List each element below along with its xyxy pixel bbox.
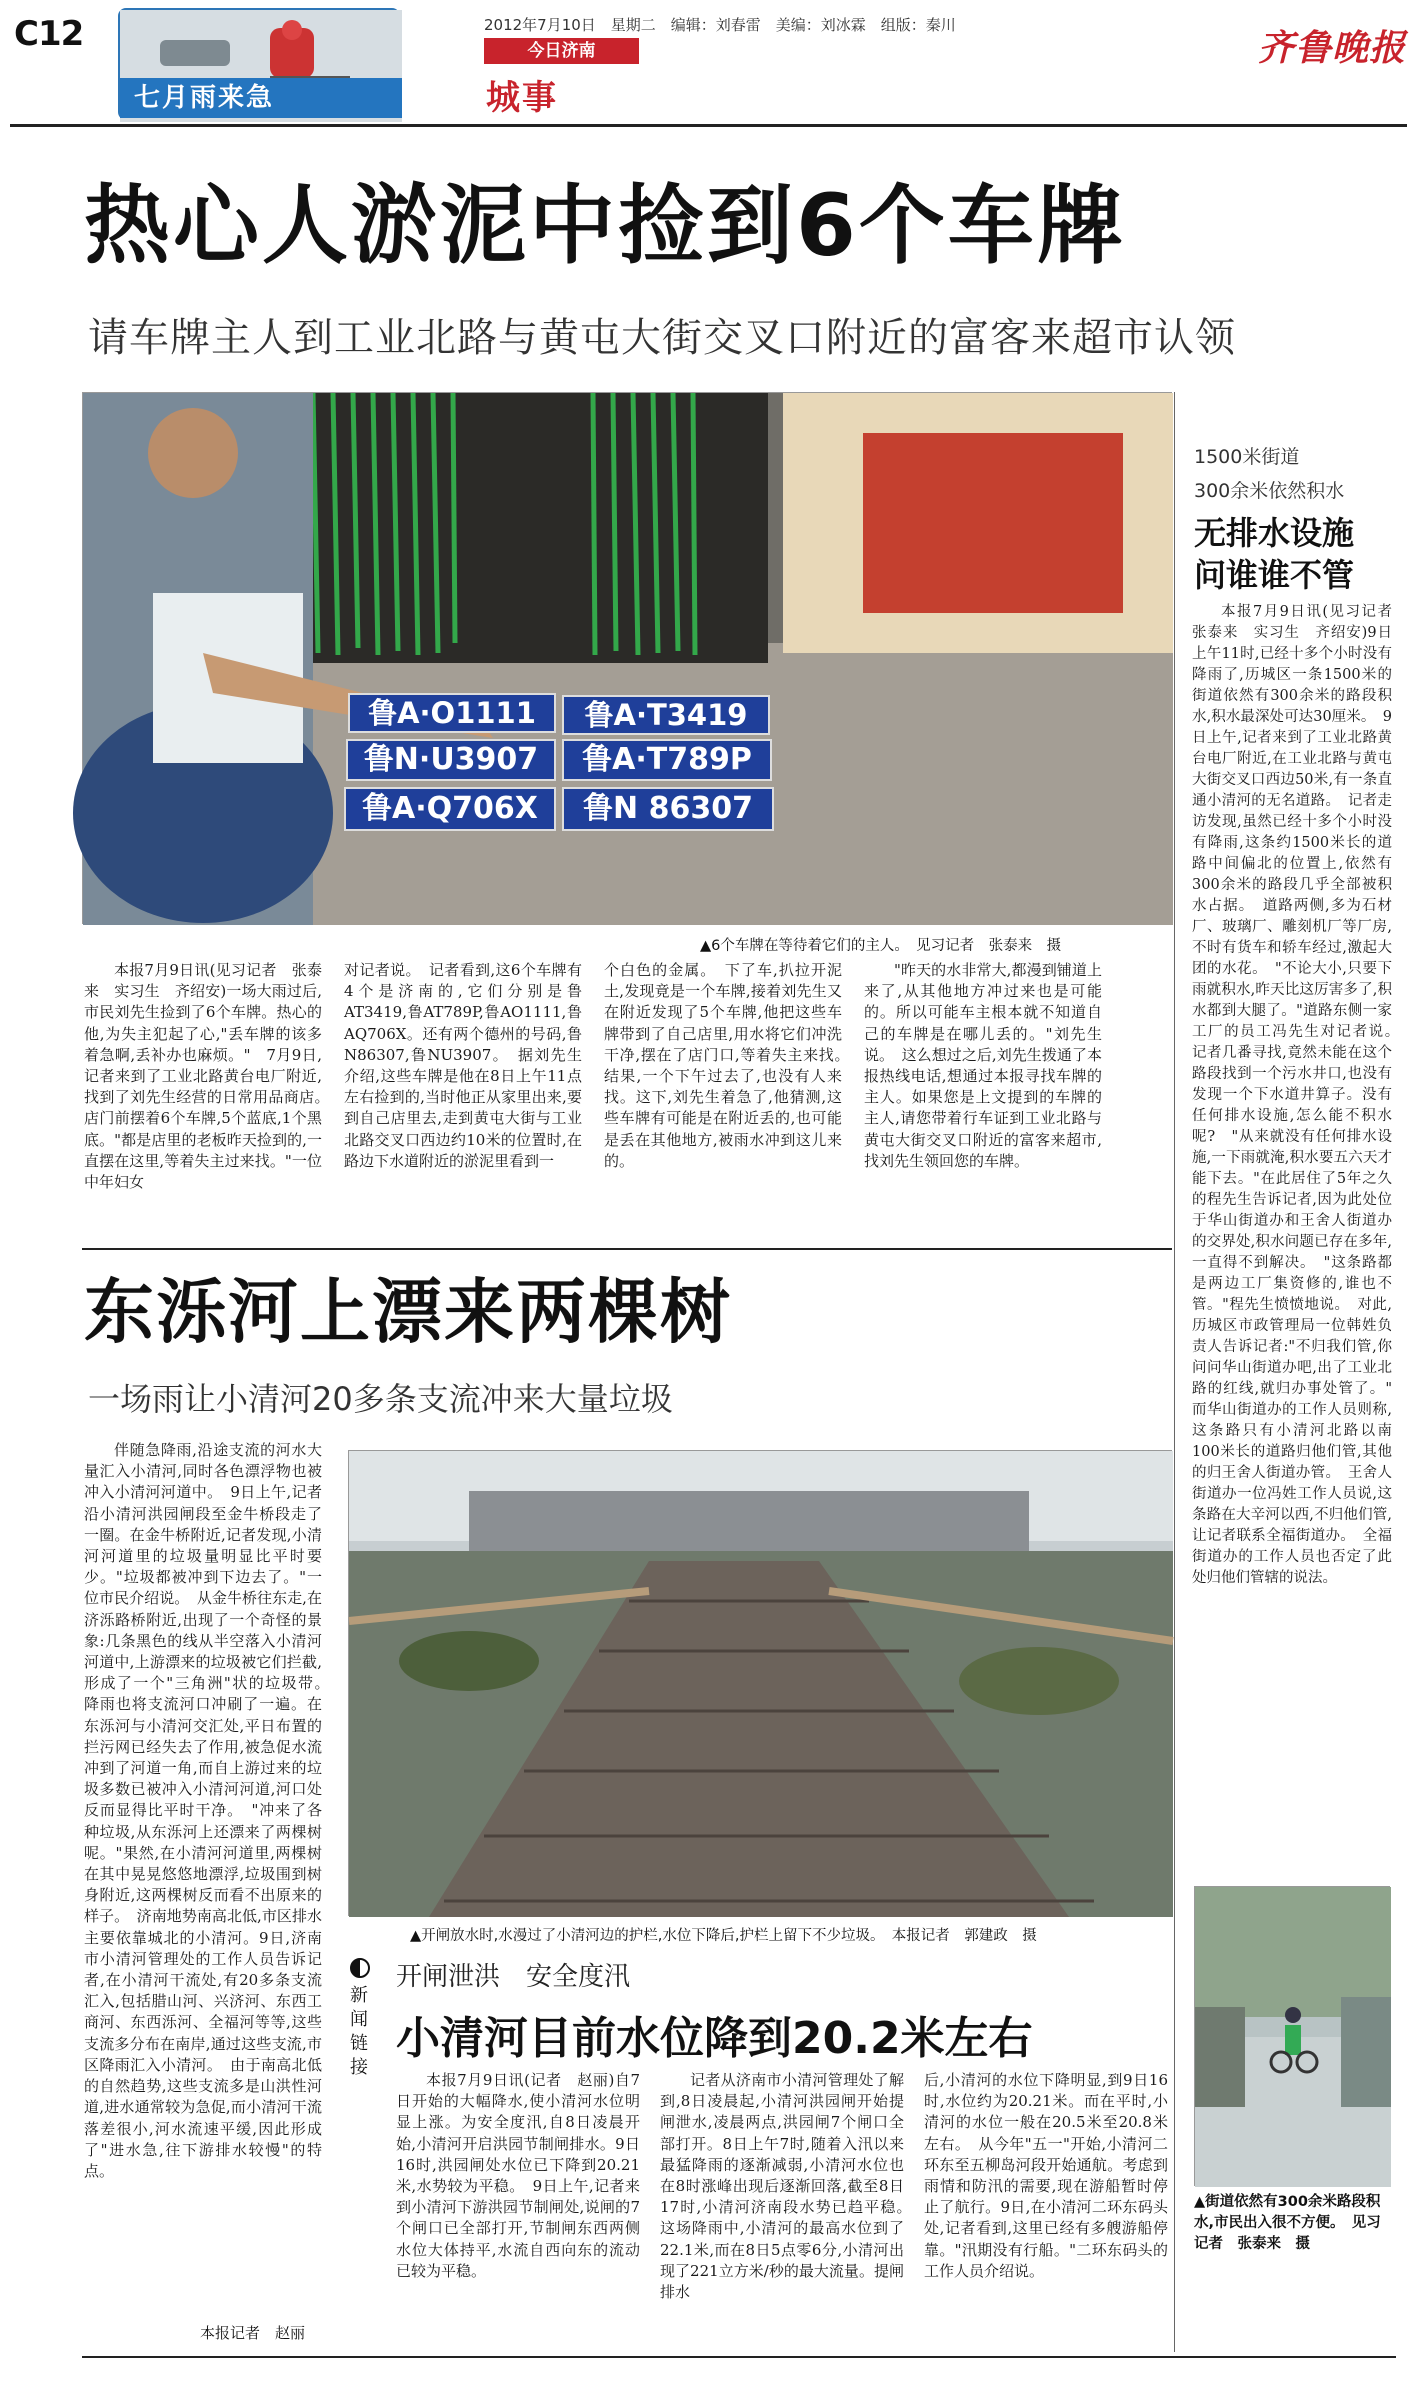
story2-column: 伴随急降雨,沿途支流的河水大量汇入小清河,同时各色漂浮物也被冲入小清河河道中。 9日上午,记者沿小清河洪园闸段至金牛桥段走了一圈。在金牛桥附近,记者发现,小清河河道里的垃圾量明显比平时要少。"垃圾都被冲到下边去了。"一位市民介绍说。 从金牛桥往东走,在济泺路桥附近,出现了一个奇怪的景象:几条黑色的线从半空落入小清河河道中,上游漂来的垃圾被它们拦截,形成了一个"三角洲"状的垃圾带。 降雨也将支流河口冲刷了一遍。在东泺河与小清河交汇处,平日布置的拦污网已经失去了作用,被急促水流冲到了河道一角,而自上游过来的垃圾多数已被冲入小清河河道,河口处反而显得比平时干净。 "冲来了各种垃圾,从东泺河上还漂来了两棵树呢。"果然,在小清河河道里,两棵树在其中晃晃悠悠地漂浮,垃圾围到树身附近,这两棵树反而看不出原来的样子。 济南地势南高北低,市区排水主要依靠城北的小清河。9日,济南市小清河管理处的工作人员告诉记者,在小清河干流处,有20多条支流汇入,包括腊山河、兴济河、东西工商河、东西泺河、全福河等等,这些支流多分布在南岸,通过这些支流,市区降雨汇入小清河。 由于南高北低的自然趋势,这些支流多是山洪性河道,进水通常较为急促,而小清河干流落差很小,河水流速平缓,因此形成了"进水急,往下游排水较慢"的特点。 [84,1441,338,2180]
sidebar-kicker-2: 300余米依然积水 [1194,480,1345,502]
story2-subheadline: 一场雨让小清河20多条支流冲来大量垃圾 [88,1380,673,1418]
story1-headline: 热心人淤泥中捡到6个车牌 [84,176,1126,276]
plate: 鲁A·T3419 [562,695,770,735]
story2-headline: 东泺河上漂来两棵树 [84,1271,732,1353]
story1-column-4: "昨天的水非常大,都漫到铺道上来了,从其他地方冲过来也是可能的。所以可能车主根本就不知道自己的车牌是在哪儿丢的。"刘先生说。 这么想过之后,刘先生拨通了本报热线电话,想通过本报寻找车牌的主人。如果您是上文提到的车牌的主人,请您带着行车证到工业北路与黄屯大街交叉口附近的富客来超市,找刘先生领回您的车牌。 [864,961,1102,1170]
story1-column-3: 个白色的金属。 下了车,扒拉开泥土,发现竟是一个车牌,接着刘先生又在附近发现了5个车牌,他把这些车牌带到了自己店里,用水将它们冲洗干净,摆在了店门口,等着失主来找。 结果,一个下午过去了,也没有人来找。这下,刘先生着急了,他猜测,这些车牌有可能是在附近丢的,也可能是丢在其他地方,被雨水冲到这儿来的。 [604,961,858,1170]
header-rule [10,124,1407,127]
sidebar-headline-2: 问谁谁不管 [1194,556,1355,594]
boardwalk-debris-photo [349,1451,1173,1917]
plate: 鲁A·T789P [562,739,772,781]
story1-subheadline: 请车牌主人到工业北路与黄屯大街交叉口附近的富客来超市认领 [88,315,1236,361]
sidebar-photo [1194,1886,1390,2186]
story2-photo-caption: ▲开闸放水时,水漫过了小清河边的护栏,水位下降后,护栏上留下不少垃圾。 本报记者 郭建政 摄 [410,1928,1037,1944]
sidebar-headline-1: 无排水设施 [1194,514,1355,552]
section-badge-label: 七月雨来急 [120,78,402,118]
story1-photo [82,392,1172,924]
story2-photo [348,1450,1172,1916]
plate: 鲁A·O1111 [348,693,556,733]
story1-photo-caption: ▲6个车牌在等待着它们的主人。 见习记者 张泰来 摄 [700,938,1062,954]
story1-column-2: 对记者说。 记者看到,这6个车牌有4个是济南的,它们分别是鲁AT3419,鲁AT789P,鲁AO1111,鲁AQ706X。还有两个德州的号码,鲁N86307,鲁NU3907。 据刘先生介绍,这些车牌是他在8日上午11点左右捡到的,当时他正从家里出来,要到自己店里去,走到黄屯大街与工业北路交叉口西边约10米的位置时,在路边下水道附近的淤泥里看到一 [344,961,582,1170]
story1-bottom-rule [82,1248,1172,1250]
story3-column-1: 本报7月9日讯(记者 赵丽)自7日开始的大幅降水,使小清河水位明显上涨。为安全度汛,自8日凌晨开始,小清河开启洪园节制闸排水。9日16时,洪园闸处水位已下降到20.21米,水势较为平稳。 9日上午,记者来到小清河下游洪园节制闸处,说闸的7个闸口已全部打开,节制闸东西两侧水位大体持平,水流自西向东的流动已较为平稳。 [396,2071,640,2280]
section-badge [118,8,400,120]
page-bottom-rule [82,2356,1396,2358]
page-meta: 2012年7月10日 星期二 编辑：刘春雷 美编：刘冰霖 组版：秦川 [484,16,956,34]
page-number: C12 [14,14,84,54]
flooded-street-photo [1195,1887,1391,2187]
story3-kicker: 开闸泄洪 安全度汛 [396,1962,631,1992]
sidebar-kicker-1: 1500米街道 [1194,446,1300,468]
sidebar [1184,392,1407,2352]
news-link-icon [350,1958,370,1978]
plate: 鲁N 86307 [562,787,774,831]
news-link-label: 新闻链接 [350,1985,368,2078]
sidebar-photo-caption: ▲街道依然有300余米路段积水,市民出入很不方便。 见习记者 张泰来 摄 [1194,2194,1381,2252]
sidebar-body: 本报7月9日讯(见习记者 张泰来 实习生 齐绍安)9日上午11时,已经十多个小时没有降雨了,历城区一条1500米的街道依然有300余米的路段积水,积水最深处可达30厘米。 9日上午,记者来到了工业北路黄台电厂附近,在工业北路与黄屯大街交叉口西边50米,有一条直通小清河的无名道路。 记者走访发现,虽然已经十多个小时没有降雨,这条约1500米长的道路中间偏北的位置上,依然有300余米的路段几乎全部被积水占据。 道路两侧,多为石材厂、玻璃厂、雕刻机厂等厂房,不时有货车和轿车经过,激起大团的水花。 "不论大小,只要下雨就积水,昨天比这厉害多了,积水都到大腿了。"道路东侧一家工厂的员工冯先生对记者说。 记者几番寻找,竟然未能在这个路段找到一个污水井口,也没有发现一个下水道井算子。没有任何排水设施,怎么能不积水呢? "从来就没有任何排水设施,一下雨就淹,积水要五六天才能下去。"在此居住了5年之久的程先生告诉记者,因为此处位于华山街道办和王舍人街道办的交界处,积水问题已存在多年,一直得不到解决。 "这条路都是两边工厂集资修的,谁也不管。"程先生愤愤地说。 对此,历城区市政管理局一位韩姓负责人告诉记者:"不归我们管,你问问华山街道办吧,出了工业北路的红线,就归办事处管了。" 而华山街道办的工作人员则称,这条路只有小清河北路以南100米长的道路归他们管,其他的归王舍人街道办管。 王舍人街道办一位冯姓工作人员说,这条路在大辛河以西,不归他们管,让记者联系全福街道办。 全福街道办的工作人员也否定了此处归他们管辖的说法。 [1192,604,1407,1586]
story3-column-3: 后,小清河的水位下降明显,到9日16时,水位约为20.21米。而在平时,小清河的水位一般在20.5米至20.8米左右。 从今年"五一"开始,小清河二环东至五柳岛河段开始通航。考虑到雨情和防汛的需要,现在游船暂时停止了航行。9日,在小清河二环东码头处,记者看到,这里已经有多艘游船停靠。"汛期没有行船。"二环东码头的工作人员介绍说。 [924,2071,1168,2280]
plate: 鲁A·Q706X [344,787,556,831]
story2-byline: 本报记者 赵丽 [200,2324,306,2342]
story1-column-1: 本报7月9日讯(见习记者 张泰来 实习生 齐绍安)一场大雨过后,市民刘先生捡到了6个车牌。热心的他,为失主犯起了心,"丢车牌的该多着急啊,丢补办也麻烦。" 7月9日,记者来到了工业北路黄台电厂附近,找到了刘先生经营的日常用品商店。 店门前摆着6个车牌,5个蓝底,1个黑底。"都是店里的老板昨天捡到的,一直摆在这里,等着失主过来找。"一位中年妇女 [84,961,338,1192]
license-plates-photo [83,393,1173,925]
sidebar-divider [1174,392,1175,2352]
plate: 鲁N·U3907 [346,739,556,781]
masthead-logo: 齐鲁晚报 [1258,27,1407,69]
story3-headline: 小清河目前水位降到20.2米左右 [396,2013,1033,2064]
news-link-tag [350,1958,374,2080]
story3-column-2: 记者从济南市小清河管理处了解到,8日凌晨起,小清河洪园闸开始提闸泄水,凌晨两点,洪园闸7个闸口全部打开。8日上午7时,随着入汛以来最猛降雨的逐渐减弱,小清河水位也在8时涨峰出现后逐渐回落,截至8日17时,小清河济南段水势已趋平稳。 这场降雨中,小清河的最高水位到了22.1米,而在8日5点零6分,小清河出现了221立方米/秒的最大流量。提闸排水 [660,2071,920,2302]
section-name: 城事 [486,78,558,118]
section-tag: 今日济南 [484,38,639,64]
